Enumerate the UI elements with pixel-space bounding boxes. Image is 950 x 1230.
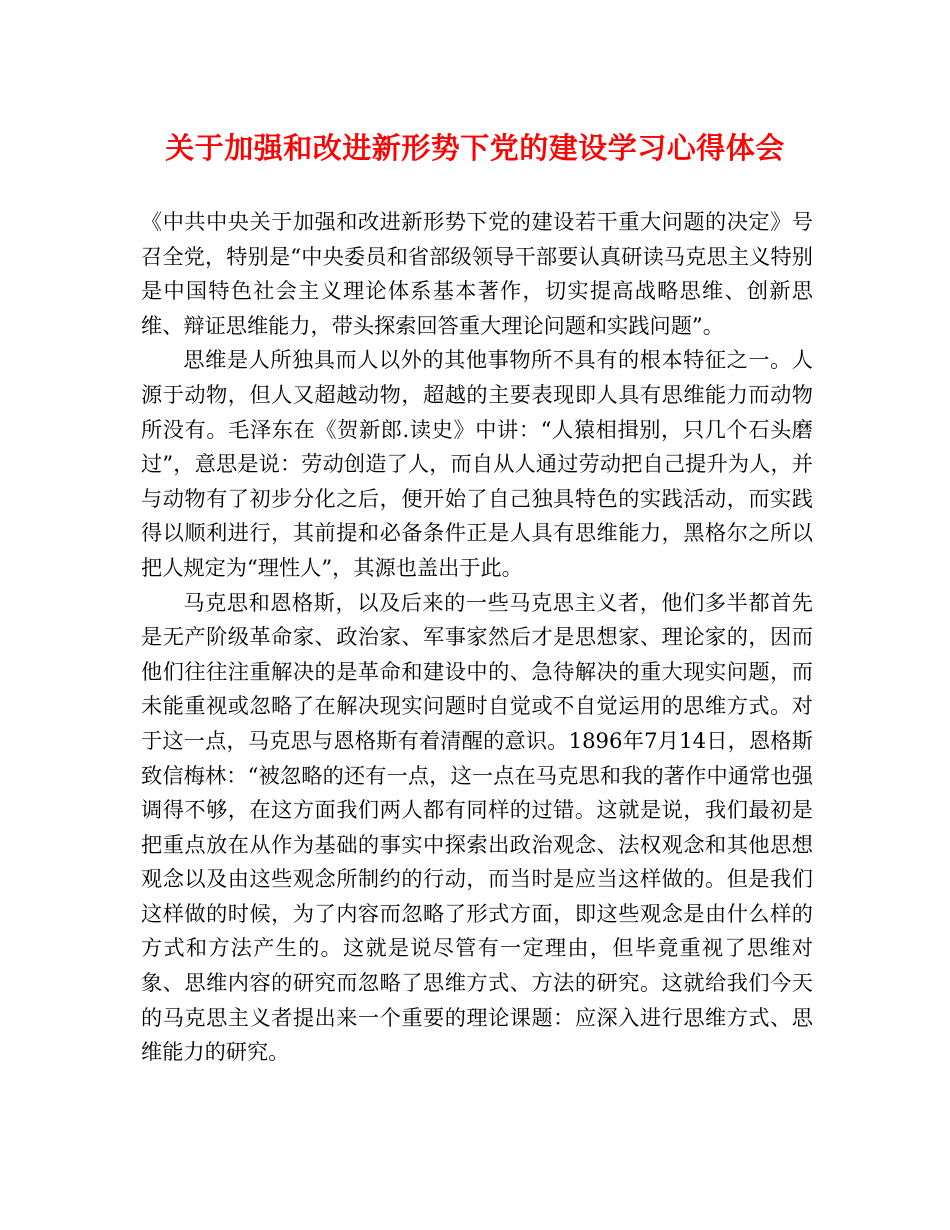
document-body [141, 205, 813, 1070]
paragraph-1: 《中共中央关于加强和改进新形势下党的建设若干重大问题的决定》号召全党，特别是“中央委员和省部级领导干部要认真研读马克思主义特别是中国特色社会主义理论体系基本著作，切实提高战略思维、创新思维、辩证思维能力，带头探索回答重大理论问题和实践问题”。 [141, 209, 813, 338]
paragraph-3: 马克思和恩格斯，以及后来的一些马克思主义者，他们多半都首先是无产阶级革命家、政治家、军事家然后才是思想家、理论家的，因而他们往往注重解决的是革命和建设中的、急待解决的重大现实问题，而未能重视或忽略了在解决现实问题时自觉或不自觉运用的思维方式。对于这一点，马克思与恩格斯有着清醒的意识。1896年7月14日，恩格斯致信梅林：“被忽略的还有一点，这一点在马克思和我的著作中通常也强调得不够，在这方面我们两人都有同样的过错。这就是说，我们最初是把重点放在从作为基础的事实中探索出政治观念、法权观念和其他思想观念以及由这些观念所制约的行动，而当时是应当这样做的。但是我们这样做的时候，为了内容而忽略了形式方面，即这些观念是由什么样的方式和方法产生的。这就是说尽管有一定理由，但毕竟重视了思维对象、思维内容的研究而忽略了思维方式、方法的研究。这就给我们今天的马克思主义者提出来一个重要的理论课题：应深入进行思维方式、思维能力的研究。 [141, 589, 813, 1065]
paragraph-2: 思维是人所独具而人以外的其他事物所不具有的根本特征之一。人源于动物，但人又超越动物，超越的主要表现即人具有思维能力而动物所没有。毛泽东在《贺新郎.读史》中讲：“人猿相揖别，只几个石头磨过”，意思是说：劳动创造了人，而自从人通过劳动把自己提升为人，并与动物有了初步分化之后，便开始了自己独具特色的实践活动，而实践得以顺利进行，其前提和必备条件正是人具有思维能力，黑格尔之所以把人规定为“理性人”，其源也盖出于此。 [141, 347, 813, 580]
document-title: 关于加强和改进新形势下党的建设学习心得体会 [165, 131, 785, 165]
